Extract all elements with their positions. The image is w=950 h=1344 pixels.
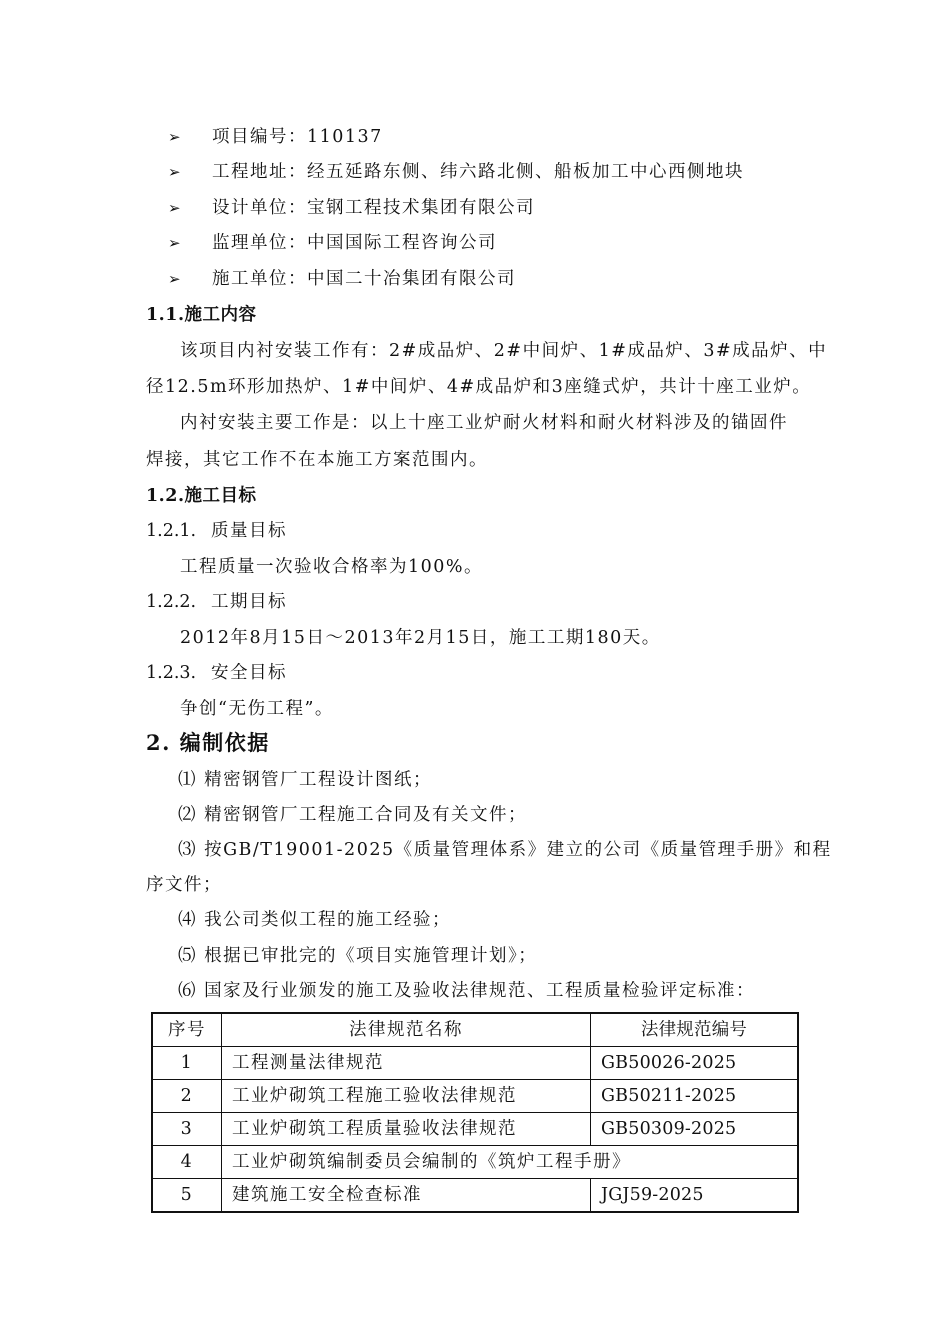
standards-table bbox=[151, 1012, 799, 1213]
basis-item: ⑵ 精密钢管厂工程施工合同及有关文件； bbox=[178, 805, 528, 825]
basis-item-continued: 序文件； bbox=[146, 875, 222, 895]
standard-code: GB50211-2025 bbox=[591, 1080, 799, 1113]
row-number: 5 bbox=[152, 1179, 222, 1213]
arrow-bullet-icon: ➢ bbox=[168, 270, 183, 288]
standard-code: GB50309-2025 bbox=[591, 1113, 799, 1146]
paragraph-line: 工程质量一次验收合格率为100%。 bbox=[180, 557, 484, 577]
section-heading-2: 2. 编制依据 bbox=[146, 730, 270, 755]
subsection-number: 1.2.1. bbox=[146, 521, 197, 541]
project-address: 工程地址：经五延路东侧、纬六路北侧、船板加工中心西侧地块 bbox=[212, 162, 744, 182]
subsection-number: 1.2.3. bbox=[146, 663, 197, 683]
paragraph-line: 径12.5m环形加热炉、1#中间炉、4#成品炉和3座缝式炉，共计十座工业炉。 bbox=[146, 377, 812, 397]
subsection-heading bbox=[146, 519, 287, 543]
construction-unit: 施工单位：中国二十冶集团有限公司 bbox=[212, 269, 516, 289]
paragraph-line: 2012年8月15日～2013年2月15日，施工工期180天。 bbox=[180, 628, 661, 648]
basis-item: ⑷ 我公司类似工程的施工经验； bbox=[178, 910, 452, 930]
subsection-heading bbox=[146, 661, 287, 685]
paragraph-line: 该项目内衬安装工作有：2#成品炉、2#中间炉、1#成品炉、3#成品炉、中 bbox=[180, 341, 828, 361]
column-header: 法律规范编号 bbox=[591, 1013, 799, 1047]
table-row bbox=[152, 1047, 798, 1080]
design-unit: 设计单位：宝钢工程技术集团有限公司 bbox=[212, 198, 535, 218]
basis-item: ⑸ 根据已审批完的《项目实施管理计划》； bbox=[178, 946, 538, 966]
paragraph-line: 争创“无伤工程”。 bbox=[180, 699, 334, 719]
subsection-heading bbox=[146, 590, 287, 614]
paragraph-line: 焊接，其它工作不在本施工方案范围内。 bbox=[146, 450, 488, 470]
basis-item: ⑶ 按GB/T19001-2025《质量管理体系》建立的公司《质量管理手册》和程 bbox=[178, 840, 832, 860]
basis-item: ⑴ 精密钢管厂工程设计图纸； bbox=[178, 770, 433, 790]
section-heading-1-2: 1.2.施工目标 bbox=[146, 486, 257, 506]
arrow-bullet-icon: ➢ bbox=[168, 234, 183, 252]
standard-name: 工业炉砌筑工程施工验收法律规范 bbox=[222, 1080, 591, 1113]
row-number: 1 bbox=[152, 1047, 222, 1080]
table-header-row bbox=[152, 1013, 798, 1047]
paragraph-line: 内衬安装主要工作是：以上十座工业炉耐火材料和耐火材料涉及的锚固件 bbox=[180, 413, 788, 433]
table-row bbox=[152, 1179, 798, 1213]
project-number: 项目编号：110137 bbox=[212, 127, 383, 147]
table-row bbox=[152, 1146, 798, 1179]
subsection-title: 质量目标 bbox=[211, 521, 287, 541]
arrow-bullet-icon: ➢ bbox=[168, 163, 183, 181]
basis-item: ⑹ 国家及行业颁发的施工及验收法律规范、工程质量检验评定标准： bbox=[178, 981, 756, 1001]
row-number: 2 bbox=[152, 1080, 222, 1113]
standard-name: 工业炉砌筑工程质量验收法律规范 bbox=[222, 1113, 591, 1146]
arrow-bullet-icon: ➢ bbox=[168, 128, 183, 146]
arrow-bullet-icon: ➢ bbox=[168, 199, 183, 217]
column-header: 序号 bbox=[152, 1013, 222, 1047]
supervision-unit: 监理单位：中国国际工程咨询公司 bbox=[212, 233, 497, 253]
row-number: 3 bbox=[152, 1113, 222, 1146]
standard-name: 工业炉砌筑编制委员会编制的《筑炉工程手册》 bbox=[222, 1146, 799, 1179]
table-row bbox=[152, 1113, 798, 1146]
standard-name: 工程测量法律规范 bbox=[222, 1047, 591, 1080]
section-heading-1-1: 1.1.施工内容 bbox=[146, 305, 257, 325]
standard-name: 建筑施工安全检查标准 bbox=[222, 1179, 591, 1213]
standard-code: GB50026-2025 bbox=[591, 1047, 799, 1080]
standard-code: JGJ59-2025 bbox=[591, 1179, 799, 1213]
subsection-title: 工期目标 bbox=[211, 592, 287, 612]
table-row bbox=[152, 1080, 798, 1113]
column-header: 法律规范名称 bbox=[222, 1013, 591, 1047]
subsection-title: 安全目标 bbox=[211, 663, 287, 683]
subsection-number: 1.2.2. bbox=[146, 592, 197, 612]
row-number: 4 bbox=[152, 1146, 222, 1179]
